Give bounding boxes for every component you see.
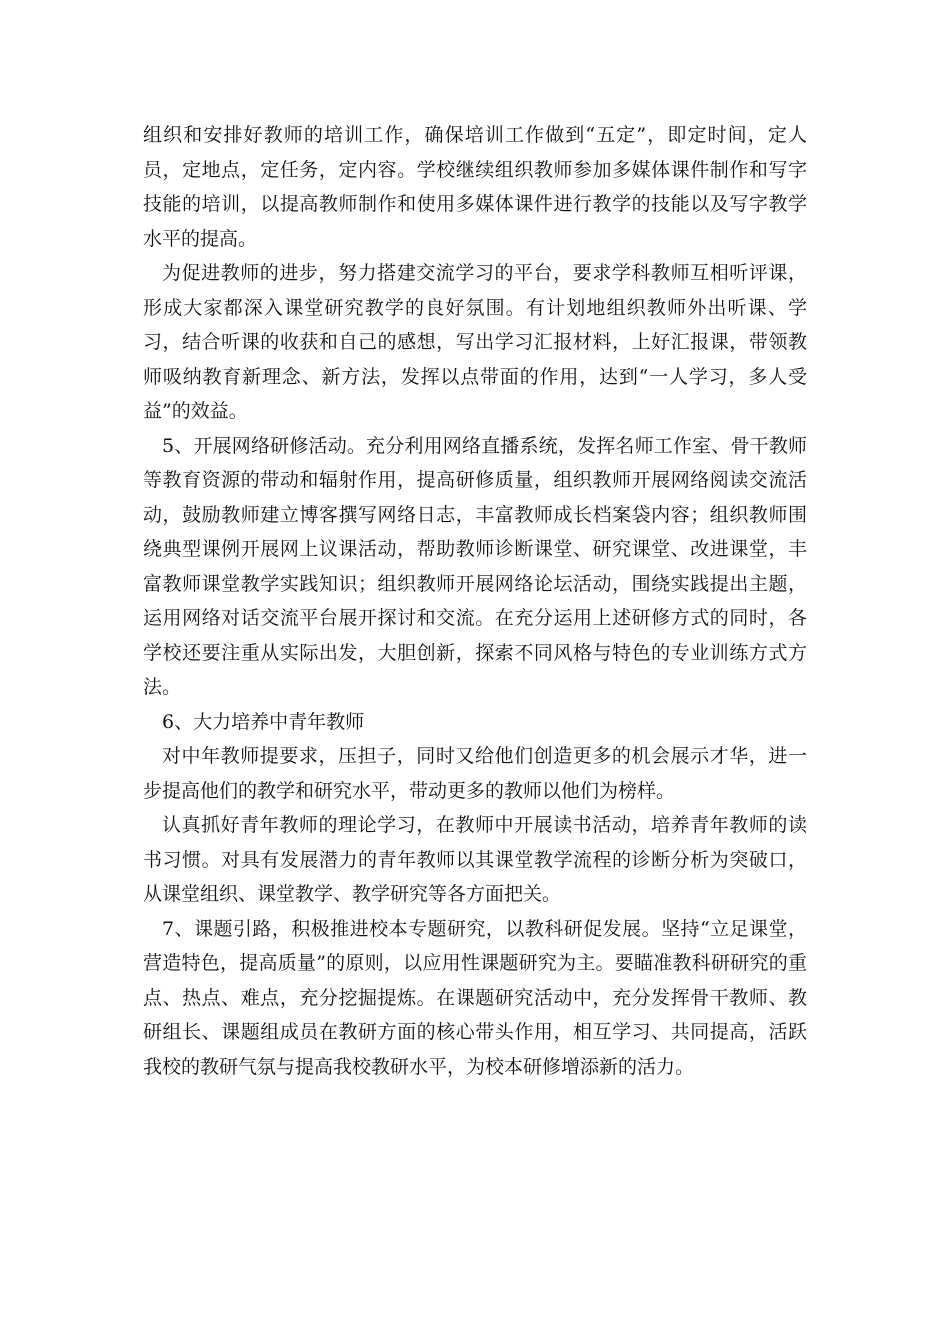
- document-body: [143, 118, 807, 1084]
- paragraph-training-arrangement: 组织和安排好教师的培训工作，确保培训工作做到“五定”，即定时间，定人员，定地点，定任务，定内容。学校继续组织教师参加多媒体课件制作和写字技能的培训，以提高教师制作和使用多媒体课件进行教学的技能以及写字教学水平的提高。: [143, 124, 807, 250]
- paragraph-online-study: 5、开展网络研修活动。充分利用网络直播系统，发挥名师工作室、骨干教师等教育资源的带动和辐射作用，提高研修质量，组织教师开展网络阅读交流活动，鼓励教师建立博客撰写网络日志，丰富教师成长档案袋内容；组织教师围绕典型课例开展网上议课活动，帮助教师诊断课堂、研究课堂、改进课堂，丰富教师课堂教学实践知识；组织教师开展网络论坛活动，围绕实践提出主题，运用网络对话交流平台展开探讨和交流。在充分运用上述研修方式的同时，各学校还要注重从实际出发，大胆创新，探索不同风格与特色的专业训练方式方法。: [143, 434, 807, 698]
- paragraph-heading-young-teachers: 6、大力培养中青年教师: [162, 710, 365, 733]
- paragraph-exchange-platform: 为促进教师的进步，努力搭建交流学习的平台，要求学科教师互相听评课，形成大家都深入课堂研究教学的良好氛围。有计划地组织教师外出听课、学习，结合听课的收获和自己的感想，写出学习汇报材料，上好汇报课，带领教师吸纳教育新理念、新方法，发挥以点带面的作用，达到“一人学习，多人受益”的效益。: [143, 262, 807, 422]
- paragraph-research-topics: 7、课题引路，积极推进校本专题研究，以教科研促发展。坚持“立足课堂，营造特色，提高质量”的原则，以应用性课题研究为主。要瞄准教科研研究的重点、热点、难点，充分挖掘提炼。在课题研究活动中，充分发挥骨干教师、教研组长、课题组成员在教研方面的核心带头作用，相互学习、共同提高，活跃我校的教研气氛与提高我校教研水平，为校本研修增添新的活力。: [143, 917, 807, 1078]
- paragraph-middle-aged-teachers: 对中年教师提要求，压担子，同时又给他们创造更多的机会展示才华，进一步提高他们的教学和研究水平，带动更多的教师以他们为榜样。: [143, 745, 807, 802]
- paragraph-young-teachers-theory: 认真抓好青年教师的理论学习，在教师中开展读书活动，培养青年教师的读书习惯。对具有发展潜力的青年教师以其课堂教学流程的诊断分析为突破口，从课堂组织、课堂教学、教学研究等各方面把关。: [143, 814, 807, 905]
